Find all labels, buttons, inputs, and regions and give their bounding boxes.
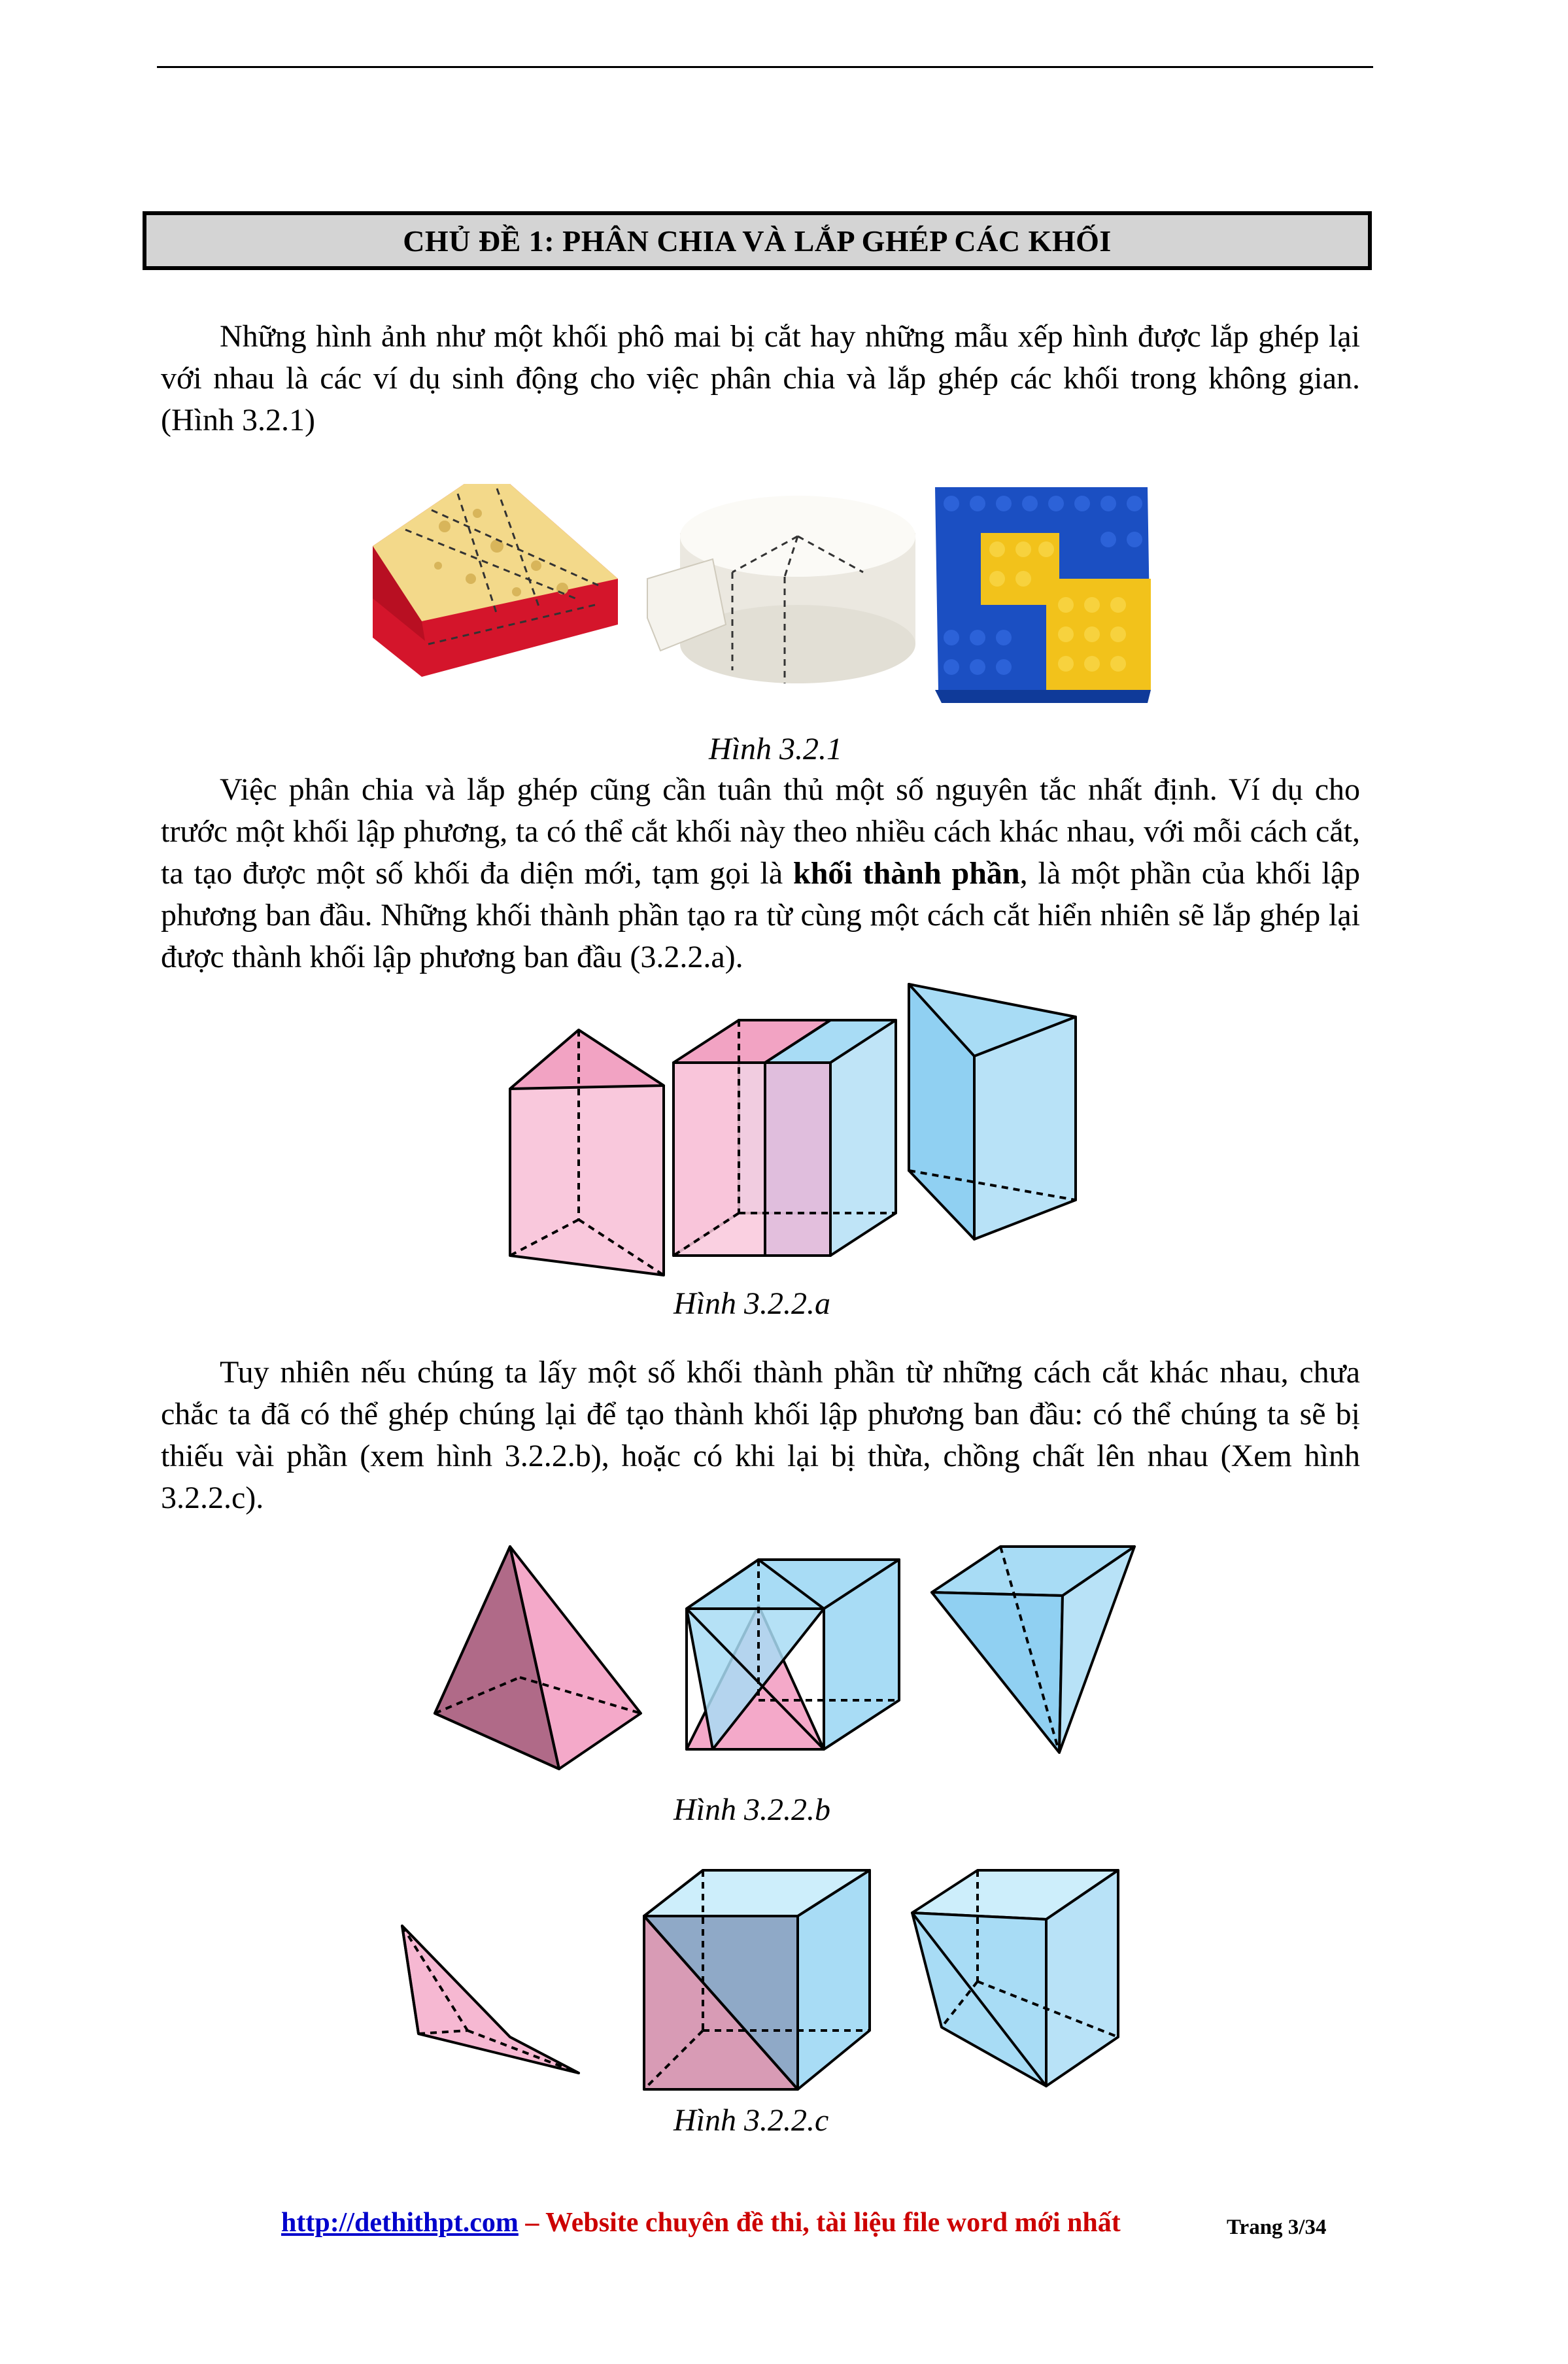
cheese-wedge-image	[373, 484, 618, 677]
topic-heading-box	[143, 211, 1372, 270]
cube-with-pyramid-gap	[687, 1560, 899, 1749]
footer-separator: –	[518, 2208, 546, 2238]
footer-description: Website chuyên đề thi, tài liệu file word mới nhất	[545, 2208, 1121, 2238]
term-khoi-thanh-phan: khối thành phần	[793, 856, 1020, 891]
topic-heading: CHỦ ĐỀ 1: PHÂN CHIA VÀ LẮP GHÉP CÁC KHỐI	[403, 224, 1112, 258]
footer	[281, 2207, 1121, 2238]
truncated-block-blue	[912, 1870, 1118, 2086]
intro-paragraph: Những hình ảnh như một khối phô mai bị cắt hay những mẫu xếp hình được lắp ghép lại với nhau là các ví dụ sinh động cho việc phân chia và lắp ghép các khối trong không gian. (Hình 3.2.1)	[161, 319, 1360, 437]
missing-extra-paragraph: Tuy nhiên nếu chúng ta lấy một số khối thành phần từ những cách cắt khác nhau, chưa chắc ta đã có thể ghép chúng lại để tạo thành khối lập phương ban đầu: có thể chúng ta sẽ bị thiếu vài phần (xem hình 3.2.2.b), hoặc có khi lại bị thừa, chồng chất lên nhau (Xem hình 3.2.2.c).	[161, 1355, 1360, 1515]
footer-link[interactable]: http://dethithpt.com	[281, 2208, 519, 2238]
wedge-pink	[402, 1926, 579, 2073]
triangular-prism-blue	[909, 984, 1076, 1239]
figure-3-2-1	[366, 474, 1164, 710]
caption-fig-3-2-1: Hình 3.2.1	[709, 732, 842, 766]
caption-fig-3-2-2-a: Hình 3.2.2.a	[673, 1286, 830, 1321]
caption-fig-3-2-2-b: Hình 3.2.2.b	[673, 1792, 830, 1827]
figure-3-2-2-c	[392, 1864, 1131, 2099]
cube-split-pink-blue	[673, 1020, 896, 1256]
header-rule	[157, 66, 1373, 68]
page-number: Trang 3/34	[1227, 2216, 1327, 2239]
figure-3-2-2-a	[503, 978, 1092, 1285]
principles-text-end: , là một phần của khối lập phương ban đầu. Những khối thành phần tạo ra từ cùng một cách cắt hiển nhiên sẽ lắp ghép lại được thành khối lập phương ban đầu (3.2.2.a).	[161, 856, 1361, 974]
principles-text-start: Việc phân chia và lắp ghép cũng cần tuân thủ một số nguyên tắc nhất định. Ví dụ cho trước một khối lập phương, ta có thể cắt khối này theo nhiều cách khác nhau, với mỗi cách cắt, ta tạo được một số khối đa diện mới, tạm gọi là	[161, 772, 1360, 891]
cube-overlapping-pieces	[644, 1870, 870, 2089]
triangular-prism-pink	[510, 1030, 664, 1275]
caption-fig-3-2-2-c: Hình 3.2.2.c	[673, 2103, 829, 2138]
inverted-pyramid-blue	[932, 1547, 1134, 1753]
principles-paragraph	[161, 769, 1360, 978]
figure-3-2-2-b	[425, 1540, 1157, 1789]
camembert-image	[647, 496, 915, 683]
lego-blocks-image	[935, 487, 1151, 703]
pyramid-pink	[435, 1547, 641, 1769]
